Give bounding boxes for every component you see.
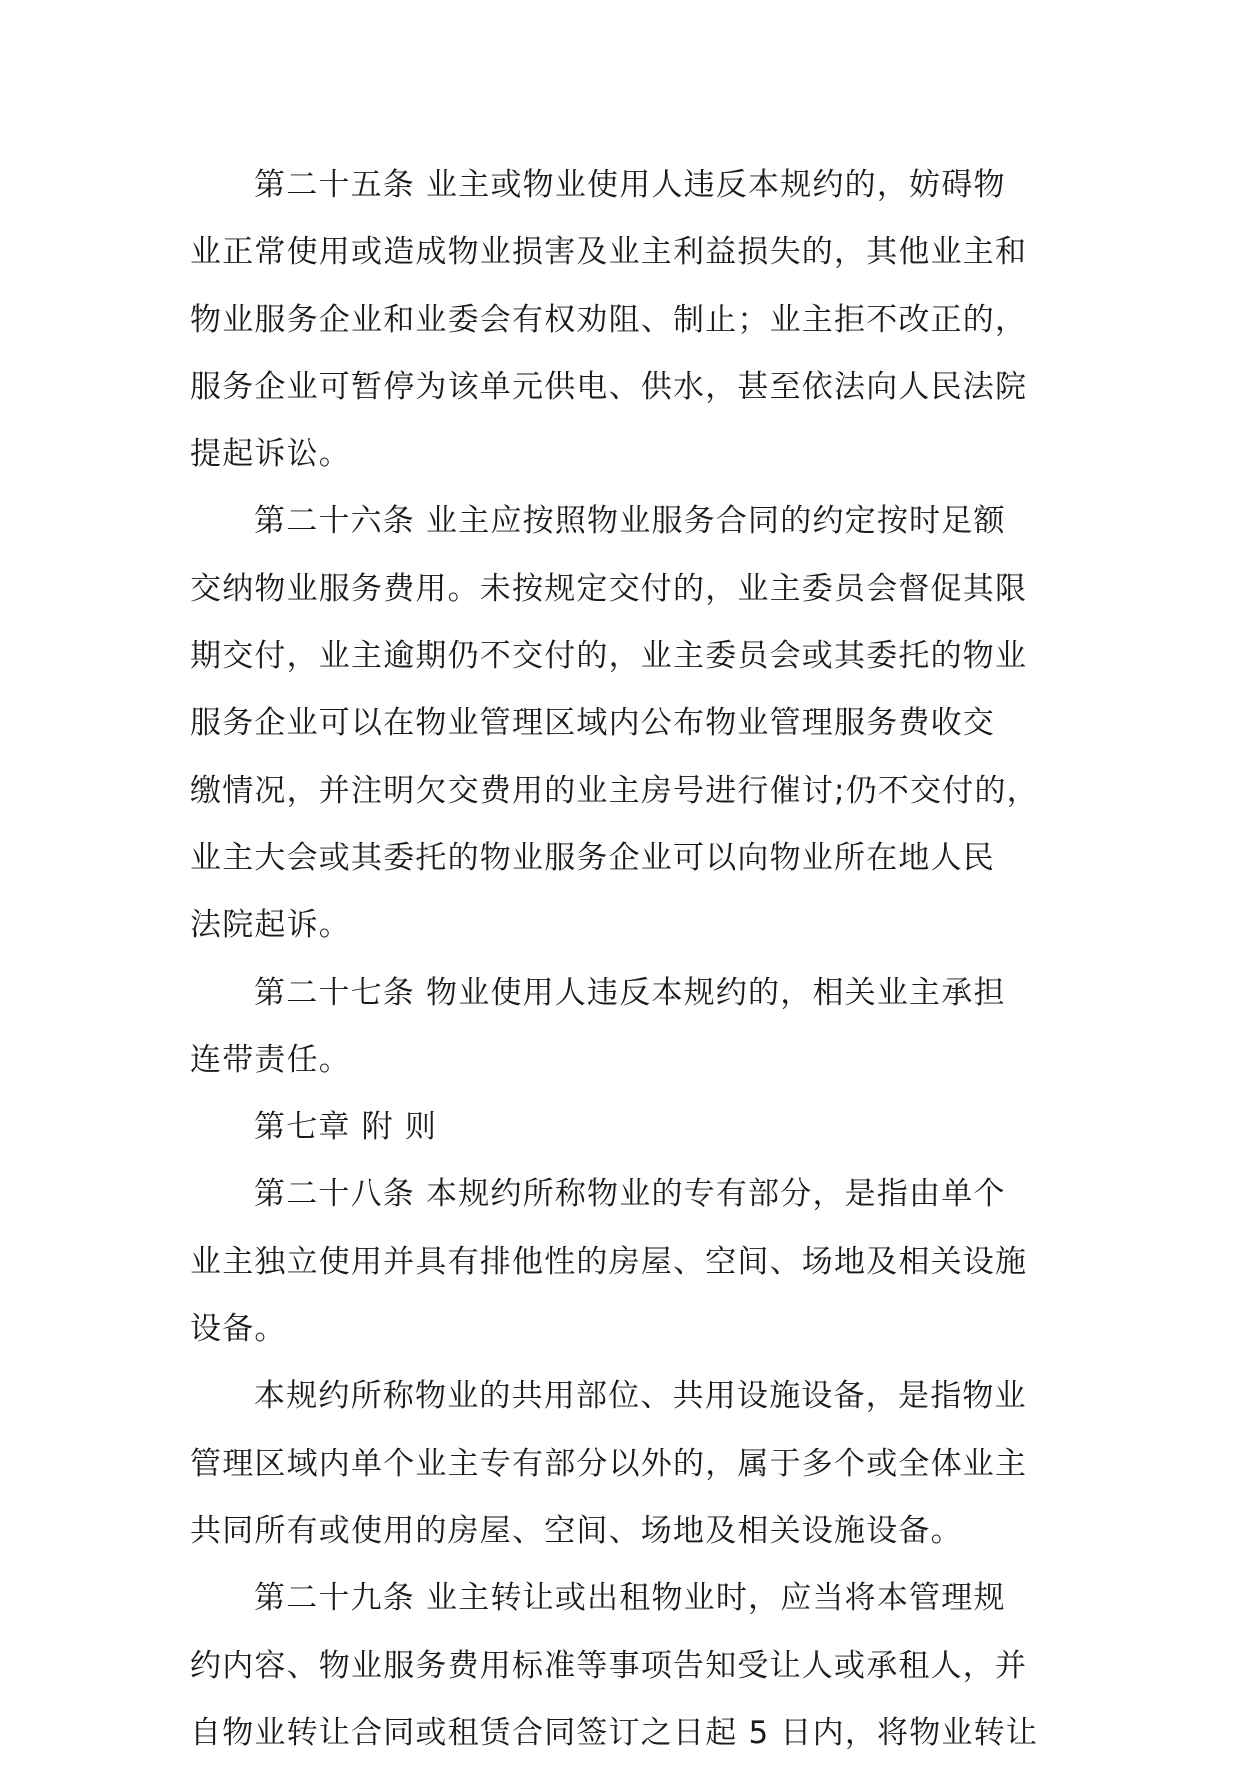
- text-line: 第二十九条 业主转让或出租物业时，应当将本管理规: [254, 1580, 1006, 1617]
- text-line: 设备。: [190, 1311, 287, 1348]
- text-line: 业正常使用或造成物业损害及业主利益损失的，其他业主和: [190, 234, 1028, 271]
- text-line: 自物业转让合同或租赁合同签订之日起 5 日内，将物业转让: [190, 1714, 1039, 1751]
- chapter-heading: 第七章 附 则: [254, 1109, 438, 1146]
- text-line: 业主独立使用并具有排他性的房屋、空间、场地及相关设施: [190, 1243, 1028, 1280]
- text-line: 第二十七条 物业使用人违反本规约的，相关业主承担: [254, 974, 1006, 1011]
- text-line: 交纳物业服务费用。未按规定交付的，业主委员会督促其限: [190, 570, 1028, 607]
- text-line: 约内容、物业服务费用标准等事项告知受让人或承租人，并: [190, 1647, 1028, 1684]
- text-line: 服务企业可以在物业管理区域内公布物业管理服务费收交: [190, 705, 995, 742]
- text-line: 连带责任。: [190, 1041, 351, 1078]
- text-line: 物业服务企业和业委会有权劝阻、制止；业主拒不改正的，: [190, 301, 1028, 338]
- text-line: 服务企业可暂停为该单元供电、供水，甚至依法向人民法院: [190, 368, 1028, 405]
- text-line: 第二十五条 业主或物业使用人违反本规约的，妨碍物: [254, 167, 1006, 203]
- text-line: 本规约所称物业的共用部位、共用设施设备，是指物业: [254, 1378, 1027, 1415]
- text-line: 管理区域内单个业主专有部分以外的，属于多个或全体业主: [190, 1445, 1028, 1482]
- document-body: [190, 162, 1046, 1777]
- text-line: 缴情况，并注明欠交费用的业主房号进行催讨;仍不交付的，: [190, 772, 1039, 809]
- text-line: 提起诉讼。: [190, 436, 351, 473]
- text-line: 第二十八条 本规约所称物业的专有部分，是指由单个: [254, 1176, 1006, 1213]
- text-line: 共同所有或使用的房屋、空间、场地及相关设施设备。: [190, 1512, 963, 1549]
- text-line: 第二十六条 业主应按照物业服务合同的约定按时足额: [254, 503, 1006, 540]
- text-line: 业主大会或其委托的物业服务企业可以向物业所在地人民: [190, 839, 995, 876]
- text-line: 期交付，业主逾期仍不交付的，业主委员会或其委托的物业: [190, 638, 1028, 675]
- text-line: 法院起诉。: [190, 907, 351, 944]
